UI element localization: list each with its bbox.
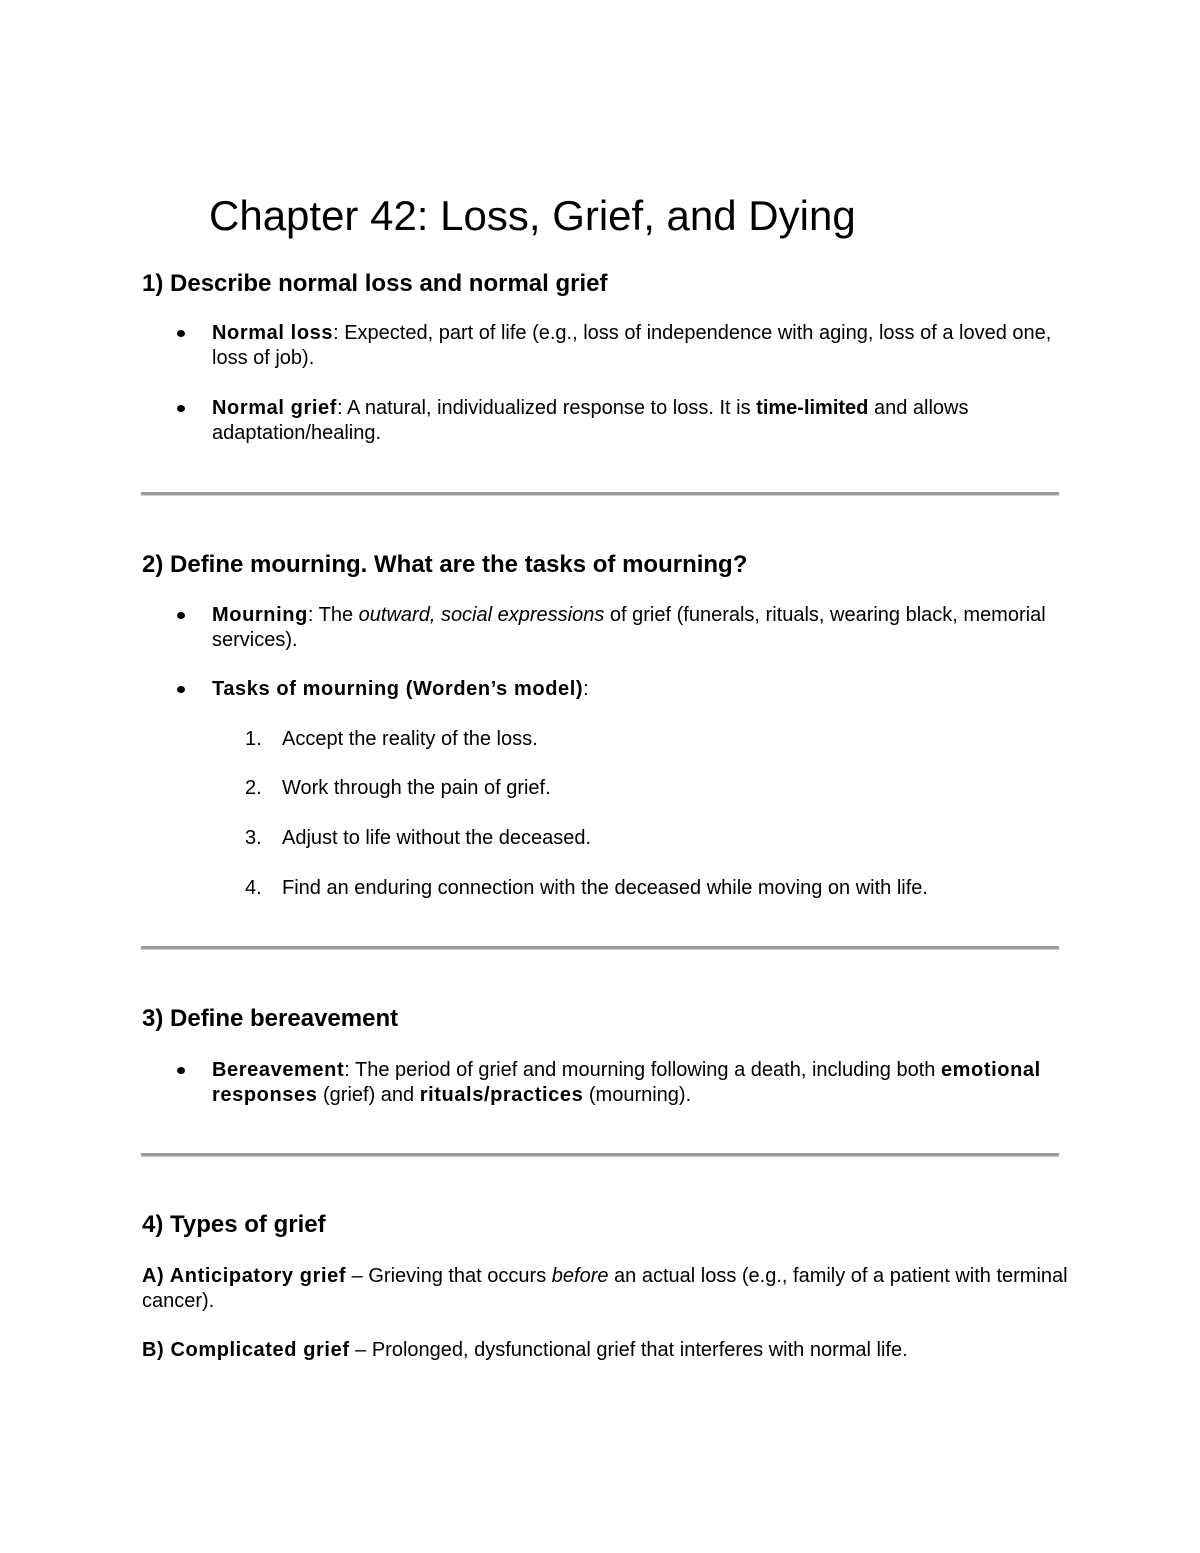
task-item-4 — [245, 876, 1062, 901]
section-heading-2: 2) Define mourning. What are the tasks of mourning? — [142, 551, 748, 578]
task-number: 3. — [245, 827, 262, 849]
list-item-normal-grief — [212, 396, 1052, 446]
bullet-icon — [177, 405, 185, 412]
section-divider — [141, 946, 1059, 950]
paragraph-anticipatory-grief — [142, 1264, 1072, 1314]
term-anticipatory-grief: A) Anticipatory grief — [142, 1265, 347, 1287]
section-divider — [141, 1153, 1059, 1157]
term-bereavement: Bereavement — [212, 1059, 345, 1081]
section-heading-4: 4) Types of grief — [142, 1211, 326, 1238]
definition-text: an actual loss (e.g., family of a patient with terminal cancer). — [142, 1265, 1068, 1312]
task-text: Find an enduring connection with the deceased while moving on with life. — [282, 877, 928, 899]
list-item-mourning — [212, 603, 1052, 653]
term-normal-loss: Normal loss — [212, 322, 334, 344]
term-colon: : — [337, 397, 343, 419]
task-item-3 — [245, 826, 1062, 851]
emphasis-before: before — [551, 1265, 609, 1287]
definition-text: – Prolonged, dysfunctional grief that interferes with normal life. — [349, 1339, 908, 1361]
emphasis-time-limited: time-limited — [756, 397, 869, 419]
term-colon: : — [583, 678, 589, 700]
term-colon: : — [333, 322, 339, 344]
task-text: Adjust to life without the deceased. — [282, 827, 592, 849]
emphasis-emotional-responses: emotional responses — [212, 1059, 1041, 1106]
task-number: 1. — [245, 728, 262, 750]
task-item-1 — [245, 727, 1062, 752]
term-colon: : — [307, 604, 314, 626]
task-number: 4. — [245, 877, 262, 899]
definition-text: Expected, part of life (e.g., loss of independence with aging, loss of a loved one, loss of job). — [212, 322, 1052, 369]
task-number: 2. — [245, 777, 262, 799]
definition-text: of grief (funerals, rituals, wearing black, memorial services). — [212, 604, 1046, 651]
definition-text: A natural, individualized response to loss. It is — [342, 397, 757, 419]
bullet-icon — [177, 686, 185, 693]
term-colon: : — [344, 1059, 350, 1081]
paragraph-complicated-grief — [142, 1338, 1072, 1363]
definition-text: and allows adaptation/healing. — [212, 397, 969, 444]
section-heading-1: 1) Describe normal loss and normal grief — [142, 270, 608, 297]
definition-text: (grief) and — [317, 1084, 420, 1106]
task-item-2 — [245, 776, 1062, 801]
section-heading-3: 3) Define bereavement — [142, 1005, 399, 1032]
term-mourning: Mourning — [212, 604, 308, 626]
term-normal-grief: Normal grief — [212, 397, 338, 419]
emphasis-outward-social: outward, social expressions — [358, 604, 605, 626]
emphasis-rituals-practices: rituals/practices — [419, 1084, 584, 1106]
bullet-icon — [177, 612, 185, 619]
page-title: Chapter 42: Loss, Grief, and Dying — [209, 192, 856, 239]
task-text: Accept the reality of the loss. — [282, 728, 538, 750]
definition-text: The period of grief and mourning following a death, including both — [349, 1059, 941, 1081]
list-item-normal-loss — [212, 321, 1052, 371]
definition-text: – Grieving that occurs — [346, 1265, 552, 1287]
term-complicated-grief: B) Complicated grief — [142, 1339, 350, 1361]
definition-text: The — [313, 604, 359, 626]
list-item-tasks-of-mourning — [212, 677, 1052, 702]
task-text: Work through the pain of grief. — [282, 777, 551, 799]
bullet-icon — [177, 330, 185, 337]
section-divider — [141, 492, 1059, 496]
term-tasks-of-mourning: Tasks of mourning (Worden’s model) — [212, 678, 584, 700]
bullet-icon — [177, 1067, 185, 1074]
list-item-bereavement — [212, 1058, 1052, 1108]
definition-text: (mourning). — [583, 1084, 692, 1106]
